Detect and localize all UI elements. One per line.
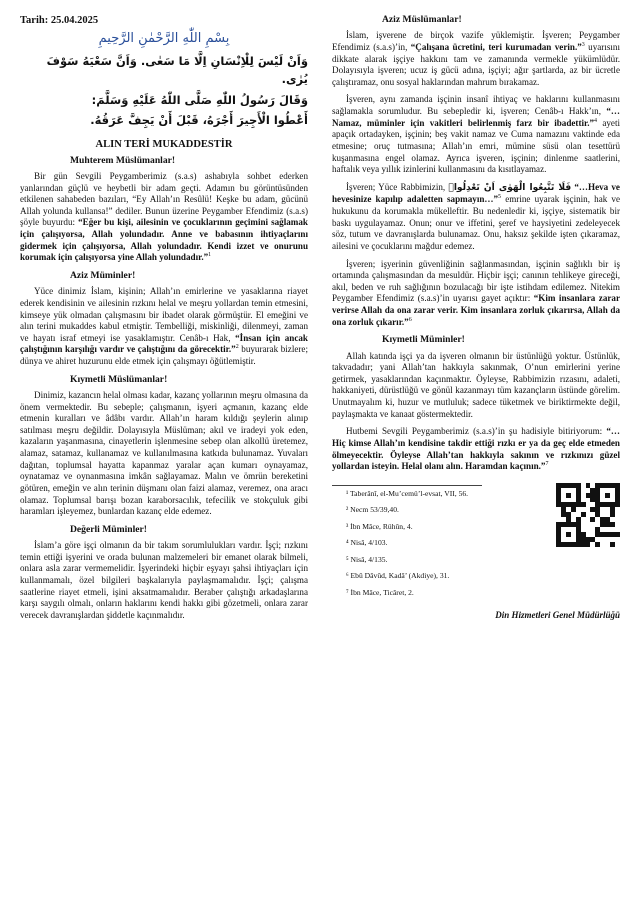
ayet-line-2: وَقَالَ رَسُولُ اللّٰهِ صَلَّى اللّٰهُ عَلَيْهِ وَسَلَّمَ: xyxy=(91,92,308,107)
signature: Din Hizmetleri Genel Müdürlüğü xyxy=(495,610,620,621)
footnote: ¹ Taberânî, el-Mu’cemü’l-evsat, VII, 56. xyxy=(346,488,469,498)
paragraph: İşveren, aynı zamanda işçinin insanî ihtiyaç ve haklarını kullanmasını sağlamakla sorumludur. Bu sebepledir ki, işveren; Cenâb-ı Hakk’ın, “…Namaz, müminler için vakitleri belirlenmiş farz bir ibadettir.”$^4$ ayeti apaçık ortadayken, işçinin; beş vakit namaz ve Cuma namazını vaktinde eda etmesine; oruç tutmasına; Allah’ın emri, mümine süsü olan tesettürü kuşanmasına engel olamaz. Ayrıca işveren, işçinin; dinlenme saatlerini, haftalık veya yıllık izinlerini kullanmasını da kısıtlayamaz. xyxy=(332,94,620,175)
qr-code-icon[interactable] xyxy=(556,483,620,547)
right-column xyxy=(332,14,620,627)
paragraph: Bir gün Sevgili Peygamberimiz (s.a.s) ashabıyla sohbet ederken yanlarından güçlü ve heybetli bir adam geçti. Adamın bu görüntüsünden etkilenen sahabeden bazıları, “Ey Allah’ın Resûlü! Keşke bu adam, gücünü Allah yolunda kullansa!” dediler. Bunun üzerine Peygamber Efendimiz (s.a.s) şöyle buyurdu: “Eğer bu kişi, ailesinin ve çocuklarının geçimini sağlamak için çalışıyorsa, Allah yolundadır. Anne ve babasının ihtiyaçlarını gidermek için çalışıyorsa, Allah yolundadır. Kendi izzet ve onurunu korumak için çalışıyorsa yine Allah yolundadır.”$^1$ xyxy=(20,170,308,263)
arabic-ayet-inline: فَلَا تَتَّبِعُوا الْهَوٰى اَنْ تَعْدِلُواۚ xyxy=(448,182,572,193)
ayet-line-3: أَعْطُوا الْأَجِيرَ أَجْرَهُ، قَبْلَ أَنْ يَجِفَّ عَرَقُهُ. xyxy=(90,113,308,128)
section-heading: Aziz Müslümanlar! xyxy=(382,14,462,25)
paragraph: Hutbemi Sevgili Peygamberimiz (s.a.s)’in şu hadisiyle bitiriyorum: “…Hiç kimse Allah’ın kendisine takdir ettiği rızkı er ya da geç elde etmeden ölmeyecektir. Öyleyse Allah’tan hakkıyla sakının ve rızkınızı güzel yollardan isteyin. Helal olanı alın. Haramdan kaçının.”$^7$ xyxy=(332,426,620,472)
date: Tarih: 25.04.2025 xyxy=(20,15,99,26)
section-heading: Değerli Müminler! xyxy=(70,523,147,535)
paragraph: Allah katında işçi ya da işveren olmanın bir üstünlüğü yoktur. Üstünlük, takvadadır; yani Allah’tan hakkıyla sakınmak, O’nun emirlerini yerine getirmek, yasaklarından kaçınmaktır. Öyleyse, Rabbimizin rızasını, adaleti, hakkaniyeti, dürüstlüğü ve gönül kazanmayı tüm kazançların üstünde görelim. Unutmayalım ki, huzur ve mutluluk; sadece tüketmek ve biriktirmekte değil, paylaşmakta ve kanaat göstermektedir. xyxy=(332,350,620,419)
footnotes xyxy=(332,479,482,604)
basmala-calligraphy: بِسْمِ اللّٰهِ الرَّحْمٰنِ الرَّحِيمِ xyxy=(98,31,230,47)
paragraph: Yüce dinimiz İslam, kişinin; Allah’ın emirlerine ve yasaklarına riayet ederek kendisinin ve ailesinin rızkını helal ve meşru yollardan temin etmesini, kimseye yük olmadan çalışmasını bir ibadet olarak görmüştür. El emeğini ve alın terini mukaddes kabul etmiştir. Tembelliği, miskinliği, dilenmeyi, zaman ve hayatı israf etmeyi ise yasaklamıştır. Cenâb-ı Hak, “İnsan için ancak çalıştığının karşılığı vardır ve çalıştığını da görecektir.”$^2$ buyurarak bizlere; dünya ve ahiret huzurunu elde etmek için çalışmayı öğütlemiştir. xyxy=(20,286,308,366)
section-heading: Muhterem Müslümanlar! xyxy=(70,154,176,166)
footnote: ² Necm 53/39,40. xyxy=(346,505,399,515)
footnote: ⁵ Nisâ, 4/135. xyxy=(346,554,388,564)
paragraph: Dinimiz, kazancın helal olması kadar, kazanç yollarının meşru olmasına da önem vermektedir. Bu sebeple; çalışmanın, işyeri açmanın, kazanç elde etmenin kuralları ve âdâbı vardır. Allah’ın haram kıldığı şeylerin alınıp satılması meşru değildir. Dolayısıyla Müslüman; akıl ve iradeyi yok eden, kazaların yaşanmasına, cinayetlerin işlenmesine sebep olan alkollü üretemez, alamaz, satamaz, kullanamaz ve kullanılmasına katkıda bulunamaz. Yuvaları dağıtan, toplumsal hayatta kapanmaz yaralar açan kumarı oynayamaz, oynatamaz ve oynanmasına imkân sağlayamaz. Malın ve ömrün bereketini götüren, emeğin ve alın terinin düşmanı olan faizi alamaz, veremez, ona aracı olamaz. Toplumsal barışı bozan karaborsacılık, tefecilik ve stokçuluk gibi haramları işleyemez, bunlardan kazanç elde edemez. xyxy=(20,389,308,517)
footnote: ⁴ Nisâ, 4/103. xyxy=(346,538,388,548)
paragraph: İslam, işverene de birçok vazife yüklemiştir. İşveren; Peygamber Efendimiz (s.a.s)’in, “Çalışana ücretini, teri kurumadan verin.”$^3$ uyarısını dikkate alarak işçiye hakkını tam ve zamanında vermekle yükümlüdür. Dolayısıyla işveren; ucuz iş gücü adına, işçiyi; ağır şartlarda, az bir ücretle çalıştıramaz, onu sosyal haklarından mahrum bırakamaz. xyxy=(332,30,620,87)
qr-module xyxy=(615,542,620,547)
footer-area xyxy=(332,479,620,604)
footnote: ⁷ İbn Mâce, Ticâret, 2. xyxy=(346,587,414,597)
paragraph: İşveren; işyerinin güvenliğinin sağlanmasından, işçinin sağlıklı bir iş ortamında çalışmasından da mesuldür. Hiçbir işçi; canının tehlikeye gireceği, akıl, beden ve ruh sağlığının bozulacağı bir işte istihdam edilemez. Nitekim Peygamber Efendimiz (s.a.s)’in uyarısı gayet açıktır: “Kim insanlara zarar verirse Allah da ona zarar verir. Kim insanlara zorluk çıkarırsa, Allah da ona zorluk çıkarır.”$^6$ xyxy=(332,258,620,327)
paragraph: İşveren; Yüce Rabbimizin, فَلَا تَتَّبِعُوا الْهَوٰى اَنْ تَعْدِلُواۚ “…Heva ve hevesinize kapılıp adaletten sapmayın…”$^5$ emrine uyarak işçinin, hak ve hukukunu da korumakla mükelleftir. Bu nedenledir ki, işçiye, sistematik bir baskı uygulayamaz. Onun; onur ve iffetini, şeref ve haysiyetini zedeleyecek söz, tutum ve davranışlarda bulunamaz. Onu, haksız şekilde işten çıkaramaz, ailesini ve çocuklarını mağdur edemez. xyxy=(332,181,621,251)
footnote: ³ İbn Mâce, Rühûn, 4. xyxy=(346,521,413,531)
section-heading: Aziz Müminler! xyxy=(70,269,136,281)
section-heading: Kıymetli Müminler! xyxy=(382,334,465,346)
left-column xyxy=(20,14,308,627)
sermon-title: ALIN TERİ MUKADDESTİR xyxy=(95,139,233,151)
paragraph: İslam’a göre işçi olmanın da bir takım sorumlulukları vardır. İşçi; rızkını temin ettiği işyerini ve orada bulunan malzemeleri bir emanet olarak bilmeli, onlara asla zarar vermemelidir. İşyerindeki hiçbir eşyayı şahsi ihtiyaçları için kullanmamalı, özel bilgileri başkalarıyla paylaşmamalıdır. İşçi; çalışma saatlerine riayet etmeli, işini aksatmamalıdır. Beraber çalıştığı arkadaşlarına karşı saygılı olmalı, onların haklarını kendi hakkı gibi gözetmeli, onlara zarar verecek davranışlardan şiddetle kaçınmalıdır. xyxy=(20,540,308,620)
ayet-line-1: وَاَنْ لَيْسَ لِلْاِنْسَانِ اِلَّا مَا سَعٰى. وَاَنَّ سَعْيَهُ سَوْفَ يُرٰى. xyxy=(46,54,308,86)
footnote: ⁶ Ebû Dâvûd, Kadâ’ (Akdiye), 31. xyxy=(346,571,450,581)
section-heading: Kıymetli Müslümanlar! xyxy=(70,373,168,385)
